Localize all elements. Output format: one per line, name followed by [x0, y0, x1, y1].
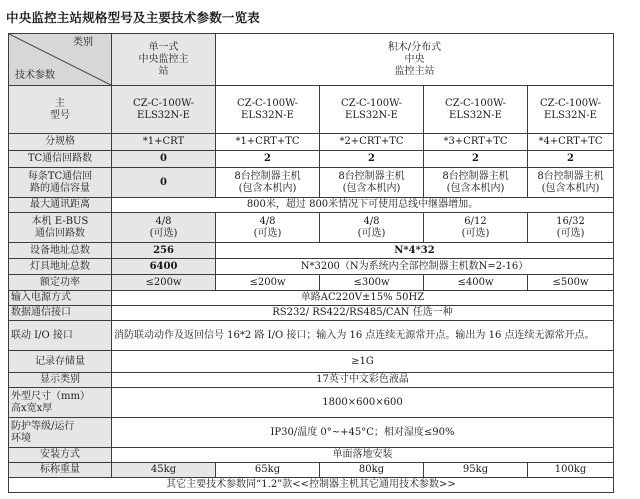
label-io-port: 联动 I/O 接口	[9, 321, 112, 351]
row-sub-spec	[9, 134, 614, 151]
cell-install: 单面落地安装	[112, 448, 614, 463]
cell-sub-spec: *4+CRT+TC	[528, 134, 614, 151]
label-input-power: 输入电源方式	[9, 291, 112, 306]
header-single: 单一式 中央监控主 站	[112, 34, 216, 86]
cell-power: ≤400w	[424, 275, 528, 291]
cell-sub-spec: *3+CRT+TC	[424, 134, 528, 151]
cell-storage: ≥1G	[112, 351, 614, 373]
cell-ebus: 4/8 (可选)	[112, 213, 216, 243]
cell-tc-loops: 2	[528, 151, 614, 168]
header-distributed: 积木/分布式 中央 监控主站	[216, 34, 614, 86]
row-dimension	[9, 388, 614, 418]
cell-power: ≤200w	[112, 275, 216, 291]
label-model: 主 型号	[9, 86, 112, 134]
page-title: 中央监控主站规格型号及主要技术参数一览表	[6, 10, 261, 25]
label-tc-capacity: 每条TC通信回 路的通信容量	[9, 168, 112, 198]
cell-input-power: 单路AC220V±15% 50HZ	[112, 291, 614, 306]
row-addr-total	[9, 243, 614, 259]
cell-dimension: 1800×600×600	[112, 388, 614, 418]
row-protection	[9, 418, 614, 448]
cell-tc-loops: 2	[216, 151, 320, 168]
cell-weight: 65kg	[216, 463, 320, 478]
footer-note: 其它主要技术参数同“1.2”款<<控制器主机其它通用技术参数>>	[9, 478, 614, 493]
header-category: 类别	[73, 37, 93, 48]
row-install	[9, 448, 614, 463]
header-corner-cell	[9, 34, 112, 86]
cell-ebus: 4/8 (可选)	[320, 213, 424, 243]
row-io-port	[9, 321, 614, 351]
label-display: 显示类别	[9, 373, 112, 388]
cell-io-port: 消防联动动作及返回信号 16*2 路 I/O 接口；输入为 16 点连续无源常开点。输出为 16 点连续无源常开点。	[112, 321, 614, 351]
row-weight	[9, 463, 614, 478]
label-addr-total: 设备地址总数	[9, 243, 112, 259]
label-max-distance: 最大通讯距离	[9, 198, 112, 213]
spec-table	[8, 33, 614, 493]
cell-weight: 45kg	[112, 463, 216, 478]
row-max-distance	[9, 198, 614, 213]
cell-model: CZ-C-100W- ELS32N-E	[112, 86, 216, 134]
label-protection: 防护等级/运行 环境	[9, 418, 112, 448]
label-tc-loops: TC通信回路数	[9, 151, 112, 168]
cell-protection: IP30/温度 0°~+45°C；相对湿度≤90%	[112, 418, 614, 448]
row-storage	[9, 351, 614, 373]
cell-weight: 100kg	[528, 463, 614, 478]
cell-addr-single: 256	[112, 243, 216, 259]
cell-ebus: 6/12 (可选)	[424, 213, 528, 243]
row-display	[9, 373, 614, 388]
cell-power: ≤200w	[216, 275, 320, 291]
label-dimension: 外型尺寸（mm） 高x宽x厚	[9, 388, 112, 418]
row-input-power	[9, 291, 614, 306]
cell-ebus: 16/32 (可选)	[528, 213, 614, 243]
cell-model: CZ-C-100W- ELS32N-E	[528, 86, 614, 134]
label-data-port: 数据通信接口	[9, 306, 112, 321]
cell-tc-loops: 0	[112, 151, 216, 168]
cell-sub-spec: *2+CRT+TC	[320, 134, 424, 151]
cell-model: CZ-C-100W- ELS32N-E	[320, 86, 424, 134]
cell-data-port: RS232/ RS422/RS485/CAN 任选一种	[112, 306, 614, 321]
cell-sub-spec: *1+CRT	[112, 134, 216, 151]
row-footer	[9, 478, 614, 493]
cell-addr-distributed: N*4*32	[216, 243, 614, 259]
header-row	[9, 34, 614, 86]
label-ebus: 本机 E-BUS 通信回路数	[9, 213, 112, 243]
row-model	[9, 86, 614, 134]
cell-tc-loops: 2	[320, 151, 424, 168]
cell-weight: 95kg	[424, 463, 528, 478]
row-ebus	[9, 213, 614, 243]
label-sub-spec: 分规格	[9, 134, 112, 151]
label-storage: 记录存储量	[9, 351, 112, 373]
label-lamp-total: 灯具地址总数	[9, 259, 112, 275]
label-power: 额定功率	[9, 275, 112, 291]
cell-display: 17英寸中文彩色液晶	[112, 373, 614, 388]
label-weight: 标称重量	[9, 463, 112, 478]
cell-lamp-distributed: N*3200（N为系统内全部控制器主机数N=2-16）	[216, 259, 614, 275]
cell-model: CZ-C-100W- ELS32N-E	[216, 86, 320, 134]
header-params: 技术参数	[15, 70, 55, 81]
row-power	[9, 275, 614, 291]
cell-ebus: 4/8 (可选)	[216, 213, 320, 243]
cell-sub-spec: *1+CRT+TC	[216, 134, 320, 151]
cell-tc-capacity: 8台控制器主机 (包含本机内)	[216, 168, 320, 198]
row-tc-capacity	[9, 168, 614, 198]
cell-lamp-single: 6400	[112, 259, 216, 275]
cell-power: ≤500w	[528, 275, 614, 291]
label-install: 安装方式	[9, 448, 112, 463]
cell-weight: 80kg	[320, 463, 424, 478]
cell-power: ≤300w	[320, 275, 424, 291]
cell-tc-capacity: 8台控制器主机 (包含本机内)	[320, 168, 424, 198]
cell-model: CZ-C-100W- ELS32N-E	[424, 86, 528, 134]
cell-tc-capacity: 8台控制器主机 (包含本机内)	[528, 168, 614, 198]
cell-tc-loops: 2	[424, 151, 528, 168]
cell-tc-capacity: 0	[112, 168, 216, 198]
row-lamp-total	[9, 259, 614, 275]
cell-tc-capacity: 8台控制器主机 (包含本机内)	[424, 168, 528, 198]
row-data-port	[9, 306, 614, 321]
cell-max-distance: 800米，超过 800米情况下可使用总线中继器增加。	[112, 198, 614, 213]
row-tc-loops	[9, 151, 614, 168]
